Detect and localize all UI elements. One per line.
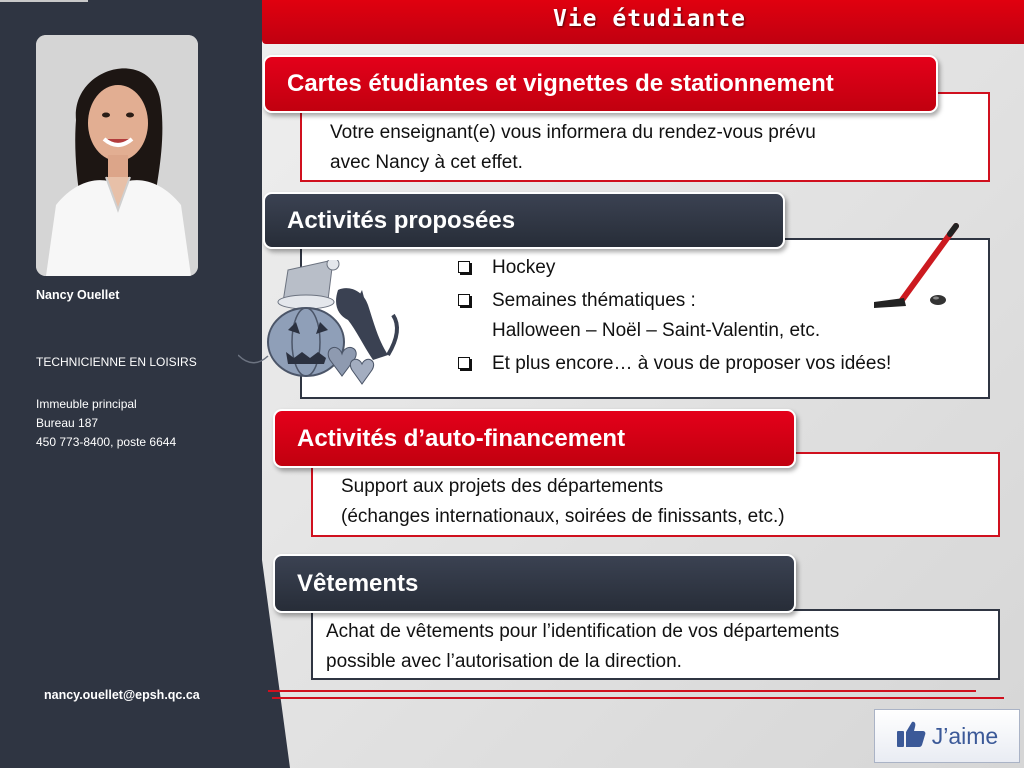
clothing-text-line2: possible avec l’autorisation de la direction. [326,651,682,672]
checkbox-bullet-icon [458,261,470,273]
contact-phone: 450 773-8400, poste 6644 [36,435,177,449]
contact-name: Nancy Ouellet [36,288,120,302]
divider-line [272,697,1004,699]
like-button[interactable] [874,709,1020,763]
contact-email-link[interactable]: nancy.ouellet@epsh.qc.ca [44,688,200,702]
cards-text-line1: Votre enseignant(e) vous informera du rendez-vous prévu [330,122,816,143]
fundraising-text-line1: Support aux projets des départements [341,476,664,497]
contact-address [36,395,176,452]
seasonal-decoration-image [238,260,408,400]
page-title: Vie étudiante [552,6,746,32]
list-item-subtext: Halloween – Noël – Saint-Valentin, etc. [492,320,821,341]
sidebar-divider [0,0,88,2]
clothing-text-line1: Achat de vêtements pour l’identification de vos départements [326,621,840,642]
fundraising-section-title: Activités d’auto-financement [273,409,796,468]
clothing-section-title: Vêtements [273,554,796,613]
contact-building: Immeuble principal [36,397,137,411]
contact-office: Bureau 187 [36,416,99,430]
checkbox-bullet-icon [458,294,470,306]
fundraising-text [341,472,785,532]
list-item-text: Et plus encore… à vous de proposer vos idées! [492,353,892,374]
list-item-text: Hockey [492,257,556,278]
clothing-text [326,617,839,677]
activities-section-title: Activités proposées [263,192,785,249]
fundraising-text-line2: (échanges internationaux, soirées de finissants, etc.) [341,506,785,527]
thumbs-up-icon [896,720,926,753]
profile-photo [36,35,198,276]
cards-text [330,118,816,178]
cards-section-title: Cartes étudiantes et vignettes de stationnement [263,55,938,113]
list-item [458,349,891,379]
like-button-label: J’aime [931,722,999,749]
list-item [458,253,891,283]
checkbox-bullet-icon [458,357,470,369]
activities-list [458,253,891,379]
hockey-stick-image [870,222,960,312]
header-bar [262,0,1024,44]
list-item-text: Semaines thématiques : [492,290,696,311]
contact-role: TECHNICIENNE EN LOISIRS [36,355,197,369]
cards-text-line2: avec Nancy à cet effet. [330,152,523,173]
divider-line [268,690,976,692]
list-item [458,286,891,346]
